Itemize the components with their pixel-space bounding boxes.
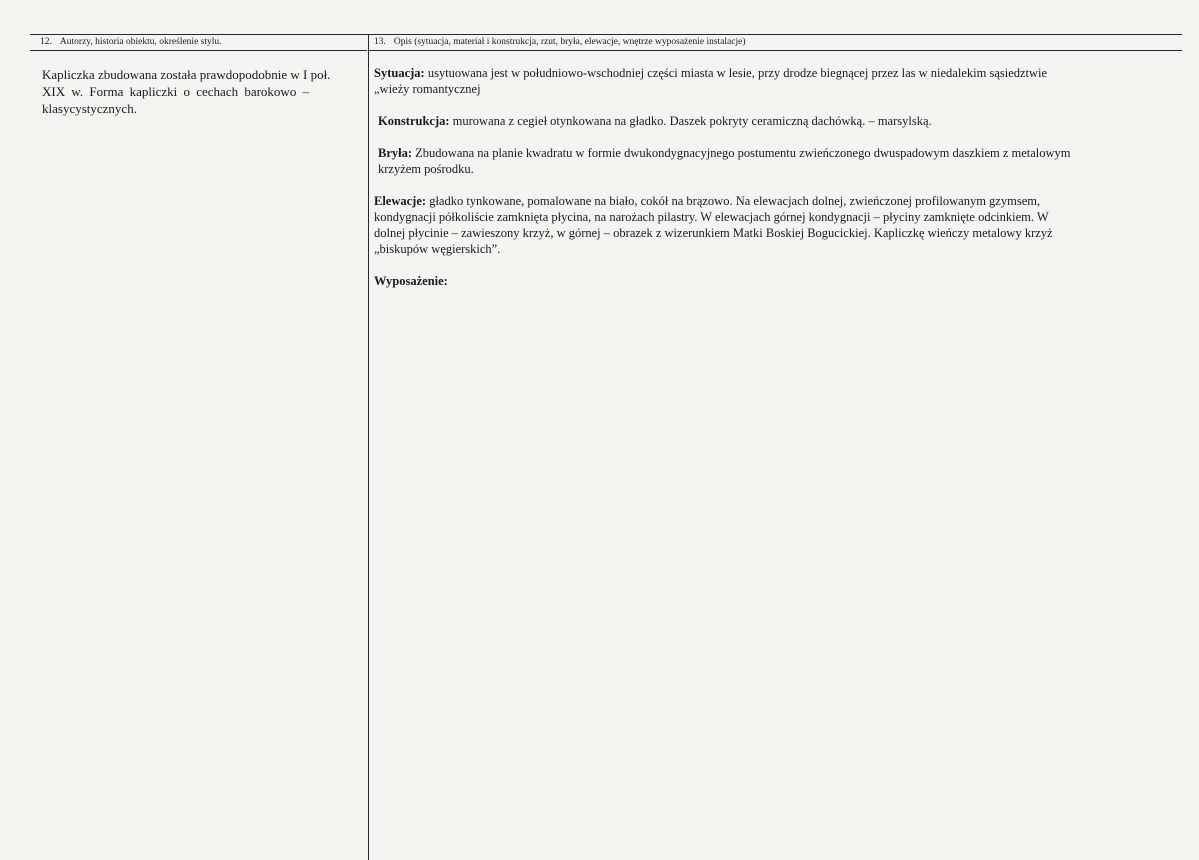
history-header-number: 12. (40, 37, 52, 47)
history-line: XIX w. Forma kapliczki o cechach barokowo – (42, 84, 310, 99)
bryla-label: Bryła: (378, 146, 413, 160)
history-text (30, 51, 367, 117)
elewacje-paragraph (374, 193, 1174, 257)
description-header (369, 35, 1182, 51)
history-header-title: Autorzy, historia obiektu, określenie stylu. (59, 37, 222, 47)
elewacje-label: Elewacje: (374, 194, 427, 208)
bryla-text: Zbudowana na planie kwadratu w formie dwukondygnacyjnego postumentu zwieńczonego dwuspadowym daszkiem z metalowym (412, 146, 1071, 160)
bryla-text-line2: krzyżem pośrodku. (378, 162, 474, 176)
sytuacja-label: Sytuacja: (374, 66, 425, 80)
konstrukcja-paragraph (374, 113, 1174, 129)
wyposazenie-paragraph (374, 273, 1174, 289)
description-text (369, 51, 1182, 289)
elewacje-text: gładko tynkowane, pomalowane na biało, cokół na brązowo. Na elewacjach dolnej, zwieńczonej profilowanym gzymsem, (426, 194, 1041, 208)
history-line: Kapliczka zbudowana została prawdopodobnie w I poł. (42, 67, 331, 82)
elewacje-text-line4: „biskupów węgierskich”. (374, 242, 501, 256)
sytuacja-text-line2: „wieży romantycznej (374, 82, 481, 96)
bryla-paragraph (374, 145, 1174, 177)
description-header-title: Opis (sytuacja, materiał i konstrukcja, rzut, bryła, elewacje, wnętrze wyposażenie instalacje) (393, 37, 746, 47)
wyposazenie-label: Wyposażenie: (374, 274, 448, 288)
description-column (368, 35, 1182, 860)
form-table (30, 34, 1182, 860)
konstrukcja-text: murowana z cegieł otynkowana na gładko. Daszek pokryty ceramiczną dachówką. – marsylską. (449, 114, 932, 128)
history-column (30, 35, 367, 860)
history-header (30, 35, 367, 51)
description-header-number: 13. (374, 37, 386, 47)
konstrukcja-label: Konstrukcja: (378, 114, 450, 128)
elewacje-text-line3: dolnej płycinie – zawieszony krzyż, w górnej – obrazek z wizerunkiem Matki Boskiej Bogucickiej. Kapliczkę wieńczy metalowy krzyż (374, 226, 1053, 240)
sytuacja-paragraph (374, 65, 1174, 97)
sytuacja-text: usytuowana jest w południowo-wschodniej części miasta w lesie, przy drodze biegnącej przez las w niedalekim sąsiedztwie (424, 66, 1048, 80)
history-line: klasycystycznych. (42, 101, 137, 116)
elewacje-text-line2: kondygnacji półkoliście zamknięta płycina, na narożach pilastry. W elewacjach górnej kondygnacji – płyciny zamknięte odcinkiem. W (374, 210, 1049, 224)
